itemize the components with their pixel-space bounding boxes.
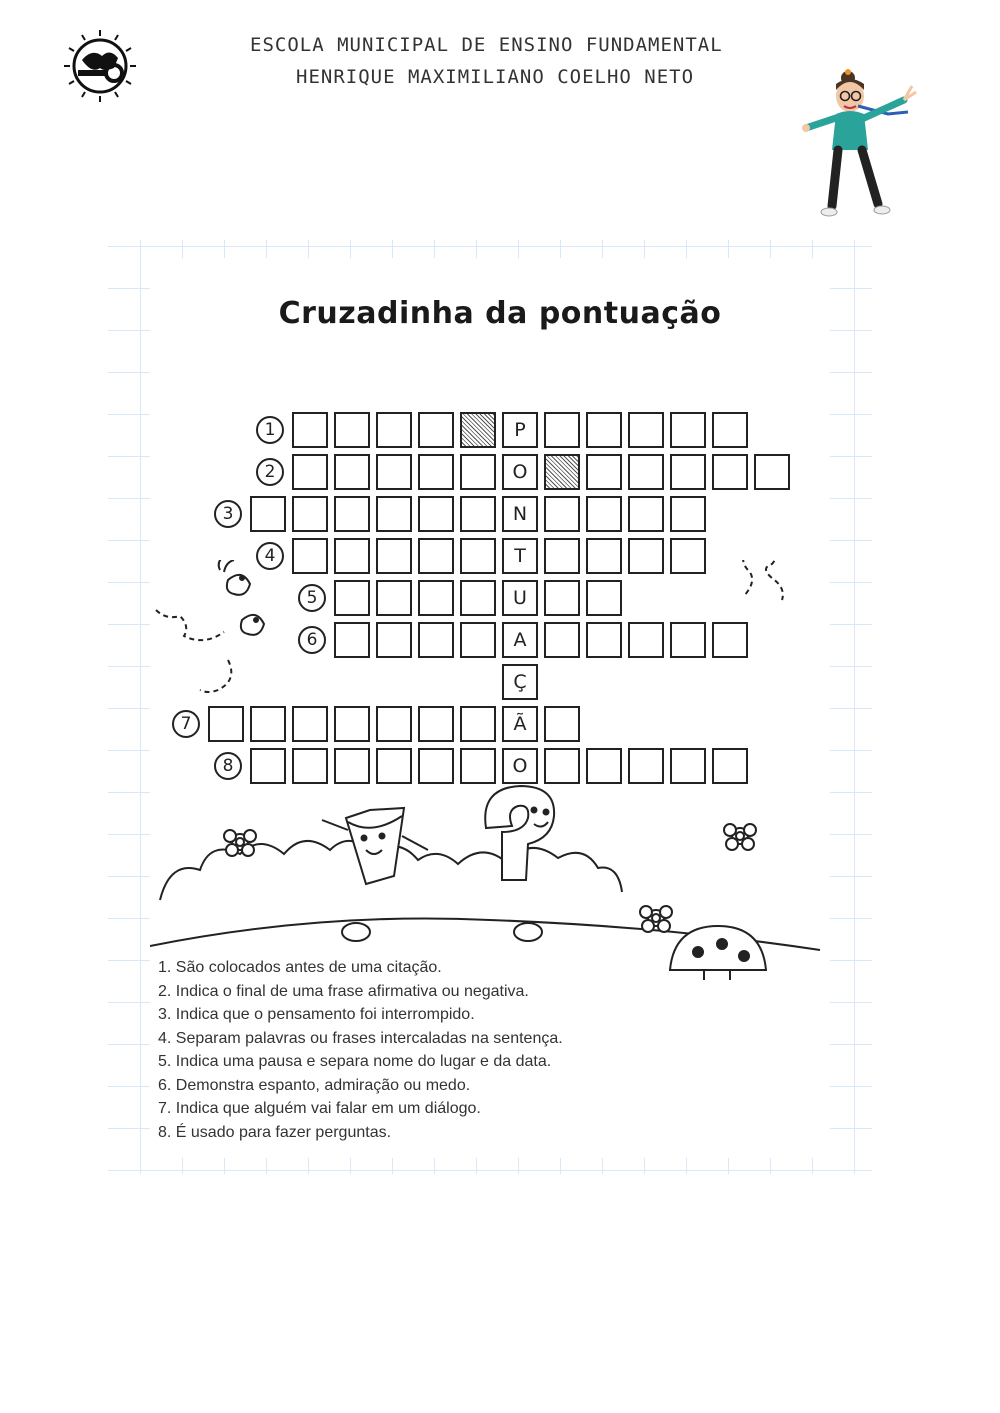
blocked-cell <box>544 454 580 490</box>
key-letter-cell[interactable]: T <box>502 538 538 574</box>
answer-cell[interactable] <box>334 538 370 574</box>
clue-number-badge: 2 <box>256 458 284 486</box>
answer-cell[interactable] <box>586 580 622 616</box>
answer-cell[interactable] <box>544 412 580 448</box>
answer-cell[interactable] <box>418 706 454 742</box>
answer-cell[interactable] <box>418 748 454 784</box>
clue-item: 5. Indica uma pausa e separa nome do lugar e da data. <box>158 1053 552 1070</box>
answer-cell[interactable] <box>418 412 454 448</box>
answer-cell[interactable] <box>376 496 412 532</box>
answer-cell[interactable] <box>670 496 706 532</box>
answer-cell[interactable] <box>712 748 748 784</box>
key-letter-cell[interactable]: O <box>502 454 538 490</box>
clue-number-badge: 8 <box>214 752 242 780</box>
answer-cell[interactable] <box>292 538 328 574</box>
answer-cell[interactable] <box>544 748 580 784</box>
answer-cell[interactable] <box>376 748 412 784</box>
answer-cell[interactable] <box>250 748 286 784</box>
answer-cell[interactable] <box>292 496 328 532</box>
answer-cell[interactable] <box>460 454 496 490</box>
answer-cell[interactable] <box>544 580 580 616</box>
clue-item: 3. Indica que o pensamento foi interrompido. <box>158 1006 475 1023</box>
answer-cell[interactable] <box>334 748 370 784</box>
answer-cell[interactable] <box>376 580 412 616</box>
answer-cell[interactable] <box>670 412 706 448</box>
key-letter-cell[interactable]: O <box>502 748 538 784</box>
clue-number-badge: 6 <box>298 626 326 654</box>
answer-cell[interactable] <box>418 580 454 616</box>
answer-cell[interactable] <box>460 496 496 532</box>
answer-cell[interactable] <box>754 454 790 490</box>
answer-cell[interactable] <box>292 412 328 448</box>
answer-cell[interactable] <box>628 538 664 574</box>
answer-cell[interactable] <box>670 622 706 658</box>
answer-cell[interactable] <box>628 622 664 658</box>
answer-cell[interactable] <box>628 748 664 784</box>
school-name-line2: HENRIQUE MAXIMILIANO COELHO NETO <box>296 66 695 88</box>
key-letter-cell[interactable]: A <box>502 622 538 658</box>
clue-item: 8. É usado para fazer perguntas. <box>158 1123 392 1141</box>
answer-cell[interactable] <box>586 454 622 490</box>
answer-cell[interactable] <box>460 538 496 574</box>
answer-cell[interactable] <box>334 496 370 532</box>
answer-cell[interactable] <box>544 496 580 532</box>
answer-cell[interactable] <box>586 622 622 658</box>
answer-cell[interactable] <box>544 538 580 574</box>
answer-cell[interactable] <box>712 412 748 448</box>
answer-cell[interactable] <box>418 454 454 490</box>
key-letter-cell[interactable]: P <box>502 412 538 448</box>
answer-cell[interactable] <box>376 538 412 574</box>
answer-cell[interactable] <box>670 538 706 574</box>
answer-cell[interactable] <box>670 454 706 490</box>
key-letter-cell[interactable]: Ç <box>502 664 538 700</box>
clue-list <box>158 956 563 1144</box>
answer-cell[interactable] <box>628 454 664 490</box>
answer-cell[interactable] <box>586 748 622 784</box>
answer-cell[interactable] <box>334 622 370 658</box>
answer-cell[interactable] <box>334 580 370 616</box>
clue-number-badge: 5 <box>298 584 326 612</box>
answer-cell[interactable] <box>712 454 748 490</box>
key-letter-cell[interactable]: Ã <box>502 706 538 742</box>
answer-cell[interactable] <box>418 622 454 658</box>
answer-cell[interactable] <box>418 496 454 532</box>
answer-cell[interactable] <box>628 412 664 448</box>
answer-cell[interactable] <box>376 412 412 448</box>
answer-cell[interactable] <box>460 580 496 616</box>
school-name-line1: ESCOLA MUNICIPAL DE ENSINO FUNDAMENTAL <box>250 34 723 56</box>
teacher-avatar-icon <box>800 66 930 228</box>
clue-item: 2. Indica o final de uma frase afirmativa ou negativa. <box>158 982 529 1000</box>
key-letter-cell[interactable]: U <box>502 580 538 616</box>
answer-cell[interactable] <box>712 622 748 658</box>
answer-cell[interactable] <box>250 496 286 532</box>
blocked-cell <box>460 412 496 448</box>
clue-number-badge: 7 <box>172 710 200 738</box>
answer-cell[interactable] <box>334 454 370 490</box>
answer-cell[interactable] <box>334 412 370 448</box>
answer-cell[interactable] <box>586 412 622 448</box>
school-emblem-icon <box>60 24 140 108</box>
clue-number-badge: 1 <box>256 416 284 444</box>
answer-cell[interactable] <box>376 706 412 742</box>
answer-cell[interactable] <box>544 706 580 742</box>
clue-item: 7. Indica que alguém vai falar em um diálogo. <box>158 1100 481 1117</box>
answer-cell[interactable] <box>460 706 496 742</box>
answer-cell[interactable] <box>334 706 370 742</box>
answer-cell[interactable] <box>292 454 328 490</box>
answer-cell[interactable] <box>586 496 622 532</box>
answer-cell[interactable] <box>460 748 496 784</box>
answer-cell[interactable] <box>250 706 286 742</box>
clue-item: 6. Demonstra espanto, admiração ou medo. <box>158 1076 471 1094</box>
answer-cell[interactable] <box>292 706 328 742</box>
clue-number-badge: 3 <box>214 500 242 528</box>
worksheet-title: Cruzadinha da pontuação <box>278 296 722 331</box>
clue-item: 4. Separam palavras ou frases intercaladas na sentença. <box>158 1029 563 1047</box>
answer-cell[interactable] <box>418 538 454 574</box>
key-letter-cell[interactable]: N <box>502 496 538 532</box>
answer-cell[interactable] <box>586 538 622 574</box>
answer-cell[interactable] <box>292 748 328 784</box>
answer-cell[interactable] <box>208 706 244 742</box>
answer-cell[interactable] <box>460 622 496 658</box>
answer-cell[interactable] <box>544 622 580 658</box>
answer-cell[interactable] <box>376 622 412 658</box>
answer-cell[interactable] <box>376 454 412 490</box>
answer-cell[interactable] <box>628 496 664 532</box>
clue-number-badge: 4 <box>256 542 284 570</box>
answer-cell[interactable] <box>670 748 706 784</box>
clue-item: 1. São colocados antes de uma citação. <box>158 959 442 976</box>
